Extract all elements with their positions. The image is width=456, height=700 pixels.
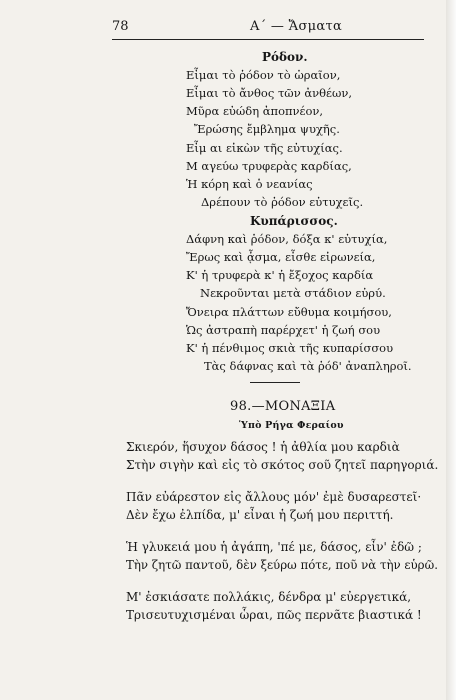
stanza-line: Μ' ἐσκιάσατε πολλάκις, δένδρα μ' εὐεργετικά, bbox=[126, 590, 412, 604]
poem-line: Εἶμ αι εἰκὼν τῆς εὐτυχίας. bbox=[186, 141, 343, 155]
poem-line: Ἔρώσης ἔμβλημα ψυχῆς. bbox=[194, 122, 340, 136]
poem-line: Κ' ἡ πένθιμος σκιὰ τῆς κυπαρίσσου bbox=[186, 341, 394, 355]
running-head: Α΄ — Ἄσματα bbox=[250, 19, 343, 34]
poem-line: Ὡς ἀστραπὴ παρέρχετ' ἡ ζωή σου bbox=[186, 323, 381, 337]
stanza-line: Τρισευτυχισμέναι ὧραι, πῶς περνᾶτε βιαστικά ! bbox=[126, 608, 422, 622]
poem-line: Μ αγεύω τρυφερὰς καρδίας, bbox=[186, 159, 352, 173]
page-number: 78 bbox=[112, 19, 129, 34]
poem-byline: Ὑπὸ Ρήγα Φεραίου bbox=[239, 420, 344, 431]
poem-title-monaxia: 98.—ΜΟΝΑΞΙΑ bbox=[230, 399, 336, 414]
page-edge bbox=[446, 0, 456, 700]
stanza-line: Δὲν ἔχω ἐλπίδα, μ' εἶναι ἡ ζωή μου περιττή. bbox=[126, 508, 394, 522]
poem-title-rodon: Ρόδον. bbox=[262, 50, 308, 64]
stanza-line: Στὴν σιγὴν καὶ εἰς τὸ σκότος σοῦ ζητεῖ παρηγοριά. bbox=[126, 458, 439, 472]
poem-line: Ἡ κόρη καὶ ὁ νεανίας bbox=[186, 177, 313, 191]
section-divider bbox=[250, 382, 300, 383]
poem-line: Μῦρα εὐώδη ἀποπνέον, bbox=[186, 104, 324, 118]
poem-line: Ὄνειρα πλάττων εὔθυμα κοιμήσου, bbox=[186, 305, 392, 319]
stanza-line: Τὴν ζητῶ παντοῦ, δὲν ξεύρω πότε, ποῦ νὰ τὴν εὑρῶ. bbox=[126, 558, 438, 572]
header-rule bbox=[112, 39, 424, 40]
poem-line: Δάφνη καὶ ῥόδον, δόξα κ' εὐτυχία, bbox=[186, 232, 388, 246]
page-header bbox=[112, 19, 424, 39]
stanza-line: Σκιερόν, ἥσυχον δάσος ! ἡ ἀθλία μου καρδιὰ bbox=[126, 440, 400, 454]
stanza-line: Ἡ γλυκειά μου ἡ ἀγάπη, 'πέ με, δάσος, εἶν' ἐδῶ ; bbox=[126, 540, 422, 554]
poem-line: Νεκροῦνται μετὰ στάδιον εὐρύ. bbox=[200, 286, 386, 300]
poem-line: Εἶμαι τὸ ἄνθος τῶν ἀνθέων, bbox=[186, 86, 352, 100]
poem-line: Τὰς δάφνας καὶ τὰ ῥόδ' ἀναπληροῖ. bbox=[204, 359, 412, 373]
poem-line: Δρέπουν τὸ ῥόδον εὐτυχεῖς. bbox=[201, 195, 364, 209]
poem-line: Εἶμαι τὸ ῥόδον τὸ ὡραῖον, bbox=[186, 68, 341, 82]
stanza-line: Πᾶν εὐάρεστον εἰς ἄλλους μόν' ἐμὲ δυσαρεστεῖ· bbox=[126, 490, 422, 504]
poem-line: Ἔρως καὶ ᾆσμα, εἶσθε εἰρωνεία, bbox=[186, 250, 376, 264]
poem-title-kyparissos: Κυπάρισσος. bbox=[250, 214, 338, 228]
poem-line: Κ' ἡ τρυφερὰ κ' ἡ ἔξοχος καρδία bbox=[186, 268, 374, 282]
